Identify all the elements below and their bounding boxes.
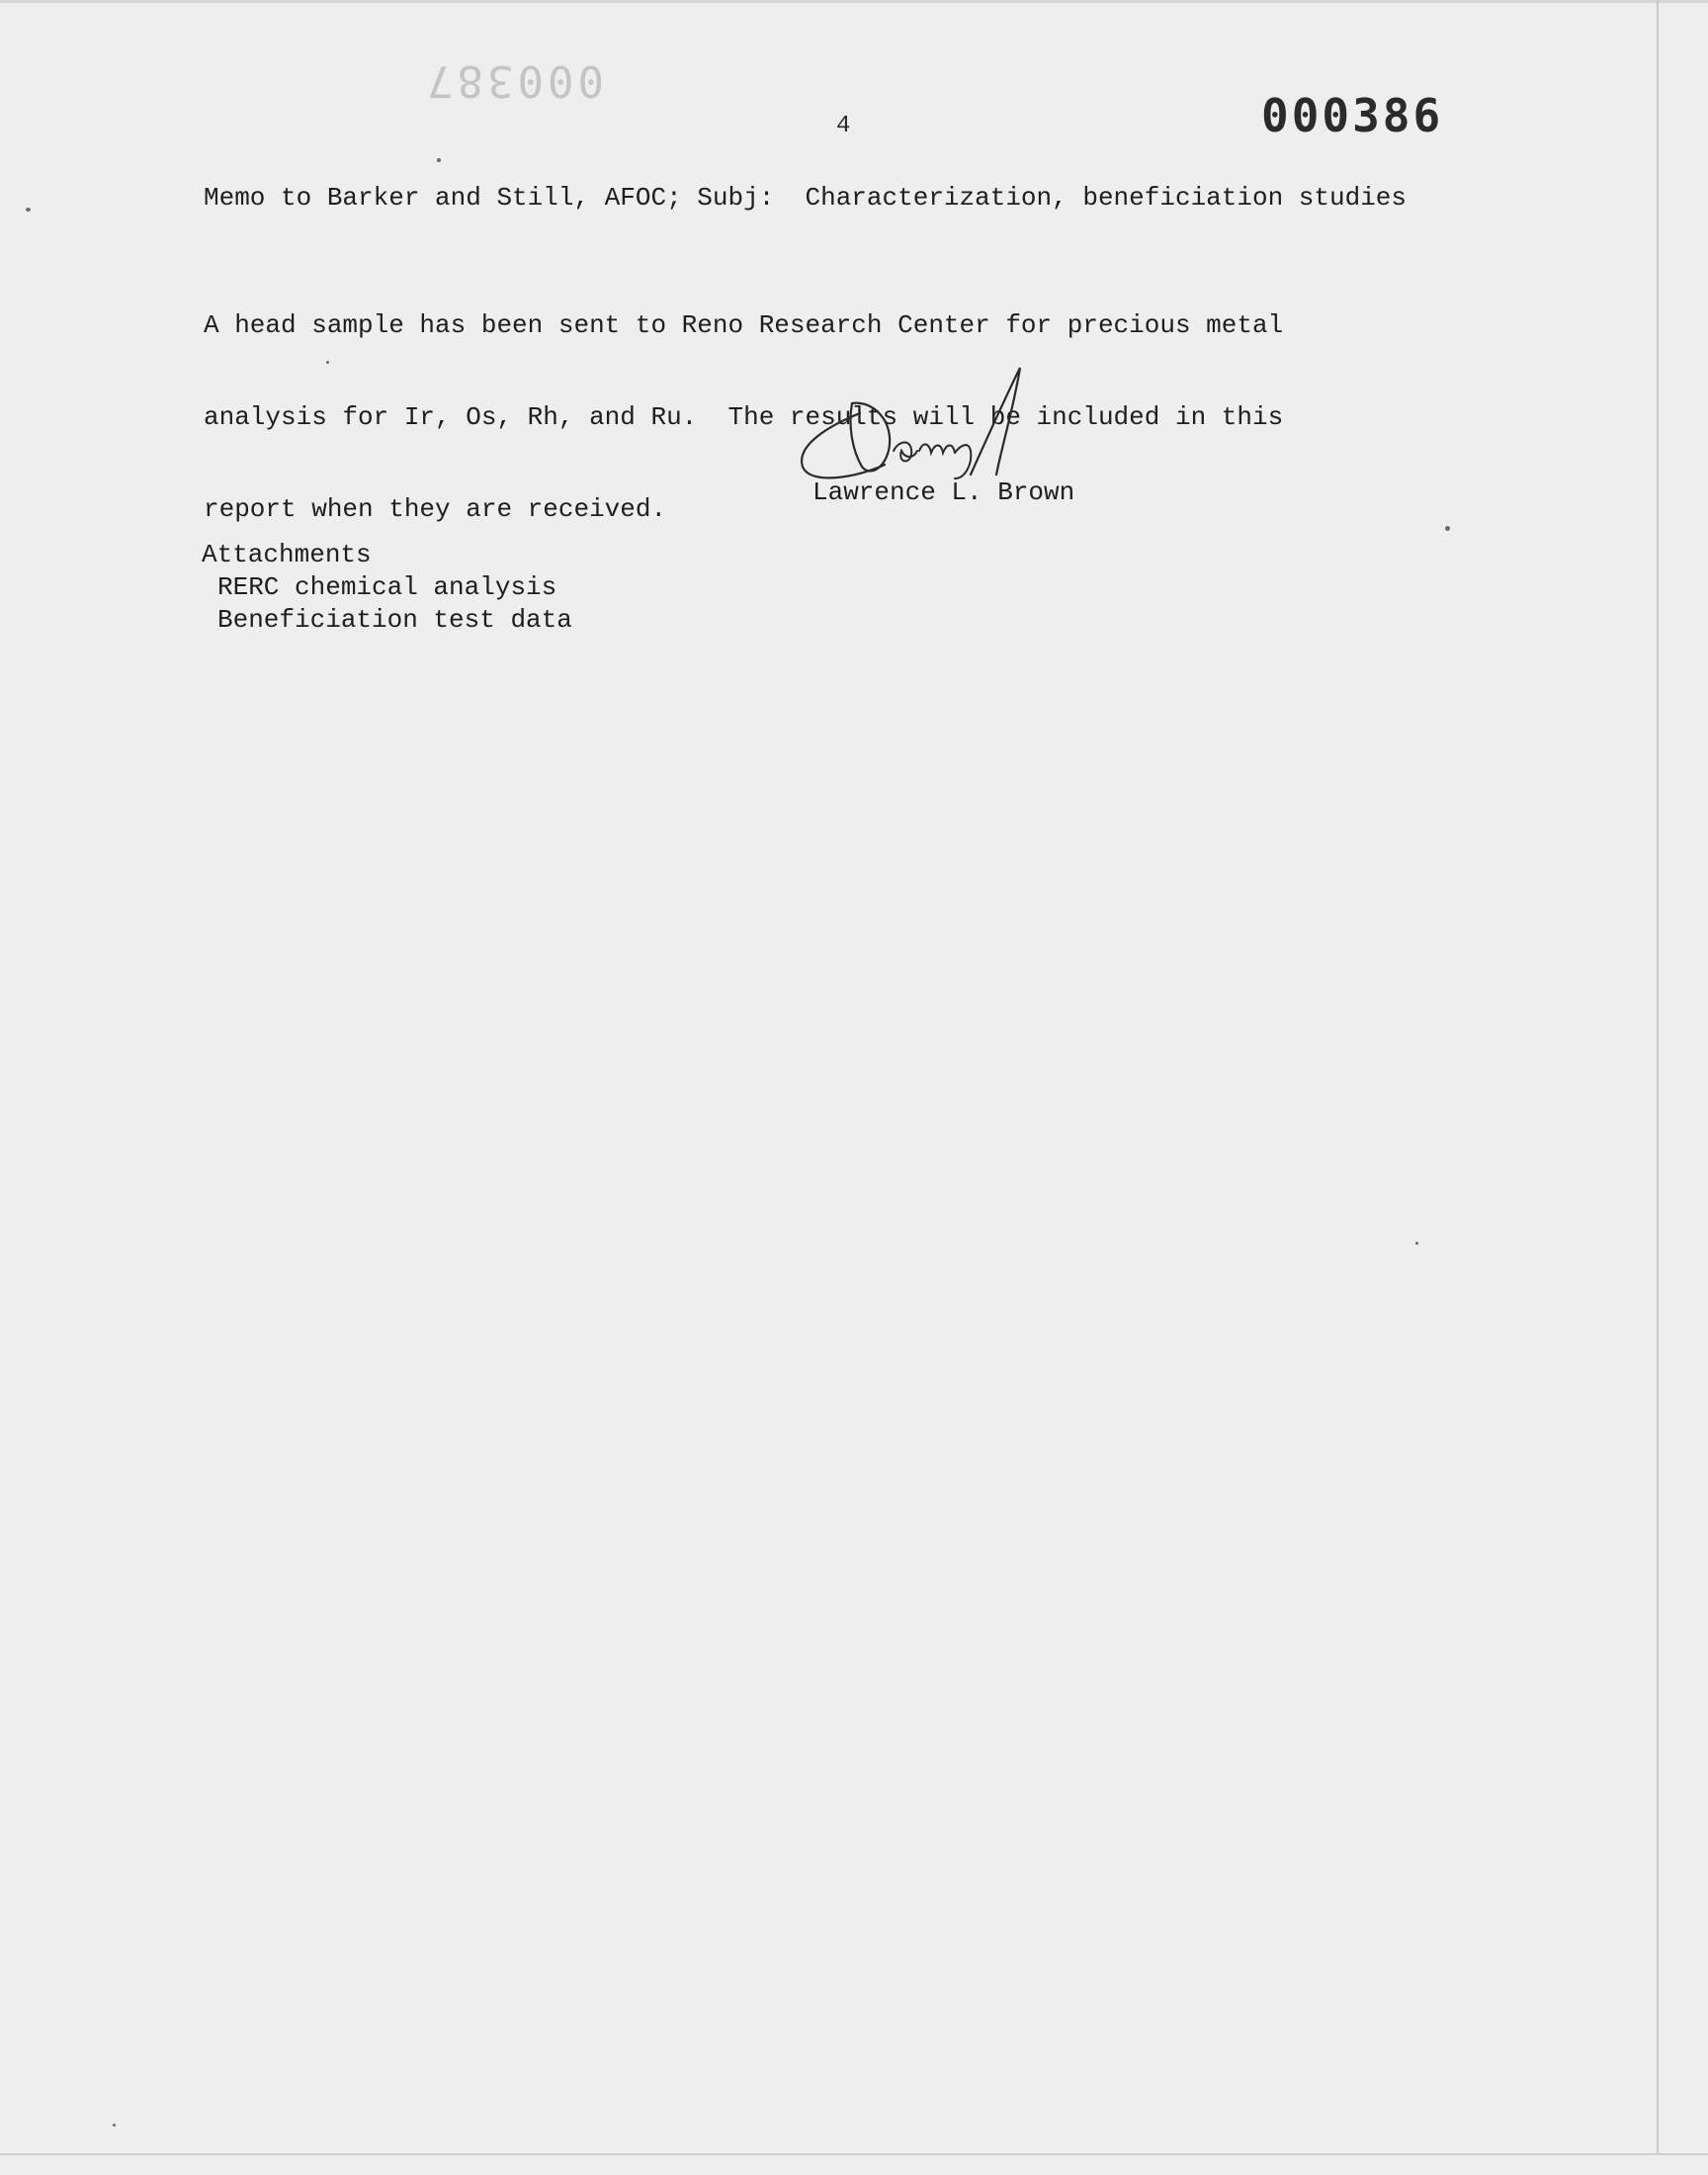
- body-line: analysis for Ir, Os, Rh, and Ru. The results will be included in this: [204, 402, 1284, 432]
- page-right-edge: [1657, 0, 1659, 2155]
- paper-speck: [437, 158, 441, 162]
- attachments-heading: Attachments: [202, 540, 372, 569]
- paper-speck: [26, 208, 31, 212]
- paper-speck: [1445, 526, 1450, 531]
- page-number: 4: [836, 113, 851, 139]
- signatory-name: Lawrence L. Brown: [812, 478, 1075, 507]
- attachment-item: RERC chemical analysis: [217, 572, 557, 602]
- page-top-edge: [0, 0, 1708, 3]
- bleed-through-number: 000387: [423, 55, 604, 106]
- paper-speck: [113, 2124, 116, 2127]
- document-number: 000386: [1261, 89, 1444, 142]
- body-paragraph: [204, 249, 1283, 586]
- body-line: A head sample has been sent to Reno Research Center for precious metal: [204, 310, 1284, 340]
- paper-speck: [1415, 1242, 1418, 1245]
- paper-speck: [326, 361, 329, 364]
- body-line: report when they are received.: [204, 494, 667, 524]
- attachment-item: Beneficiation test data: [217, 605, 572, 635]
- memo-subject-line: Memo to Barker and Still, AFOC; Subj: Characterization, beneficiation studies: [204, 183, 1407, 213]
- page-bottom-edge: [0, 2153, 1708, 2155]
